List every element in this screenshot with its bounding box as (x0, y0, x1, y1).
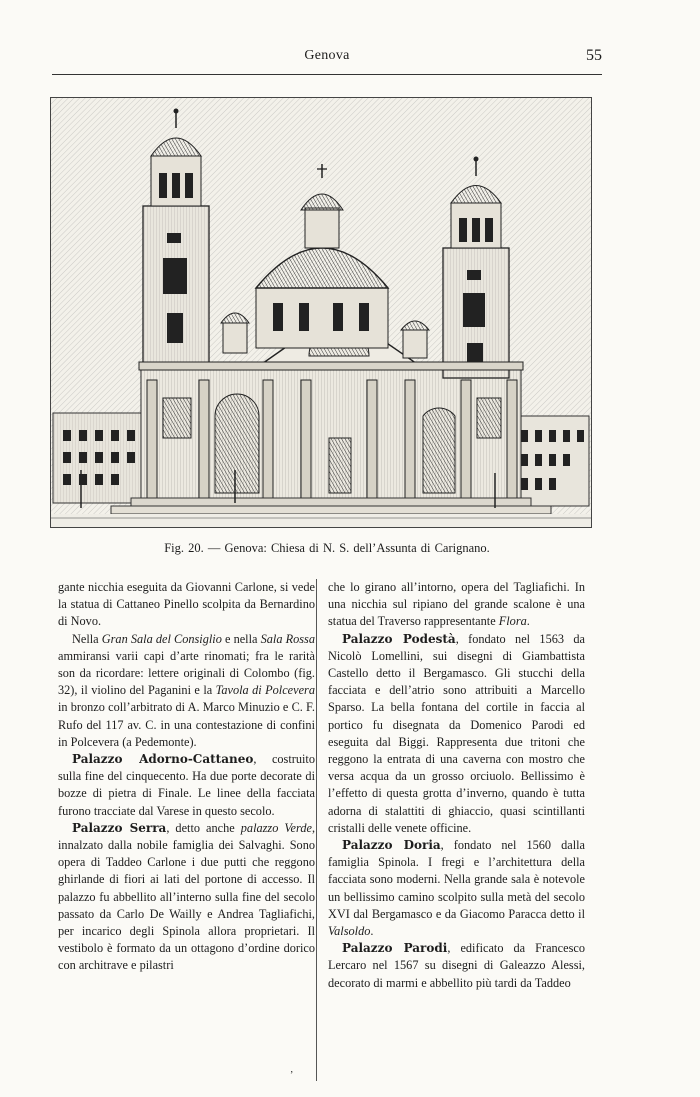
paragraph-palazzo-doria: Palazzo Doria, fondato nel 1560 dalla famiglia Spinola. I fregi e l’architettura della facciata sono moderni. Nella grande sala è notevole un bellissimo camino scolpito sulla metà del secolo XVI dal Bergamasco e da Giacomo Paracca detto il Valsoldo. (328, 838, 586, 939)
entry-heading: Palazzo Doria (342, 838, 441, 853)
right-text-column (328, 579, 585, 992)
entry-heading: Palazzo Adorno-Cattaneo (72, 752, 254, 767)
paragraph-palazzo-serra: Palazzo Serra, detto anche palazzo Verde, innalzato dalla nobile famiglia dei Salvaghi. Sono opera di Taddeo Carlone i due putti che reggono ghirlande di fiori ai lati del portone di accesso. Il palazzo fu abbellito all’interno sulla fine del secolo passato da Carlo De Wailly e Andrea Tagliafichi, per incarico degli Spinola allora proprietari. Il vestibolo è formato da un ottagono d’ordine dorico con architrave e pilastri (58, 820, 316, 973)
paragraph-palazzo-parodi: Palazzo Parodi, edificato da Francesco Lercaro nel 1567 su disegni di Galeazzo Alessi, decorato di marmi e abbellito più tardi da Taddeo (328, 941, 585, 990)
page-number: 55 (586, 47, 602, 64)
paragraph (58, 579, 315, 631)
header-rule (52, 74, 602, 75)
left-text-column (58, 579, 315, 975)
entry-heading: Palazzo Parodi (342, 941, 448, 956)
church-illustration (51, 98, 591, 527)
paragraph-palazzo-adorno-cattaneo: Palazzo Adorno-Cattaneo, costruito sulla fine del cinquecento. Ha due porte decorate di bozze di pietra di Finale. Le linee della facciata furono tracciate dal Varese in questo secolo. (58, 752, 315, 818)
paragraph: che lo girano all’intorno, opera del Tagliafichi. In una nicchia sul ripiano del grande scalone è una statua del Traverso rappresentante Flora. (328, 580, 585, 629)
figure-caption: Fig. 20. — Genova: Chiesa di N. S. dell’Assunta di Carignano. (164, 541, 490, 555)
church-engraving-figure (50, 97, 592, 528)
entry-heading: Palazzo Podestà (342, 631, 456, 646)
paragraph-text: gante nicchia eseguita da Giovanni Carlone, si vede la statua di Cattaneo Pinello scolpita da Bernardino di Novo. (58, 580, 315, 629)
footer-mark: ‚ (290, 1064, 294, 1075)
paragraph-palazzo-podesta: Palazzo Podestà, fondato nel 1563 da Nicolò Lomellini, sui disegni di Giambattista Castello detto il Bergamasco. Gli stucchi della facciata e dell’atrio sono attribuiti a Marcello Sparso. La bella fontana del cortile in faccia al portico fu disegnata da Domenico Parodi ed eseguita dal Biggi. Rappresenta due tritoni che reggono la entrata di una caverna con mostro che versa acqua da un grosso orciuolo. Bellissimo è l’effetto di questa grotta d’inverno, quando è tutta adorna di stalattiti di ghiaccio, quasi scintillanti cristalli delle venete officine. (328, 631, 585, 835)
running-title: Genova (304, 48, 350, 63)
paragraph-gran-sala: Nella Gran Sala del Consiglio e nella Sala Rossa ammiransi varii capi d’arte rinomati; fra le rarità son da ricordare: lettere originali di Colombo (fig. 32), il violino del Paganini e la Tavola di Polcevera in bronzo coll’arbitrato di A. Marco Minuzio e C. F. Rufo del 117 av. C. in una contestazione di confini in Polcevera (a Pedemonte). (58, 631, 315, 749)
column-divider (316, 579, 317, 1081)
running-header (52, 48, 602, 68)
entry-heading: Palazzo Serra (72, 820, 167, 835)
